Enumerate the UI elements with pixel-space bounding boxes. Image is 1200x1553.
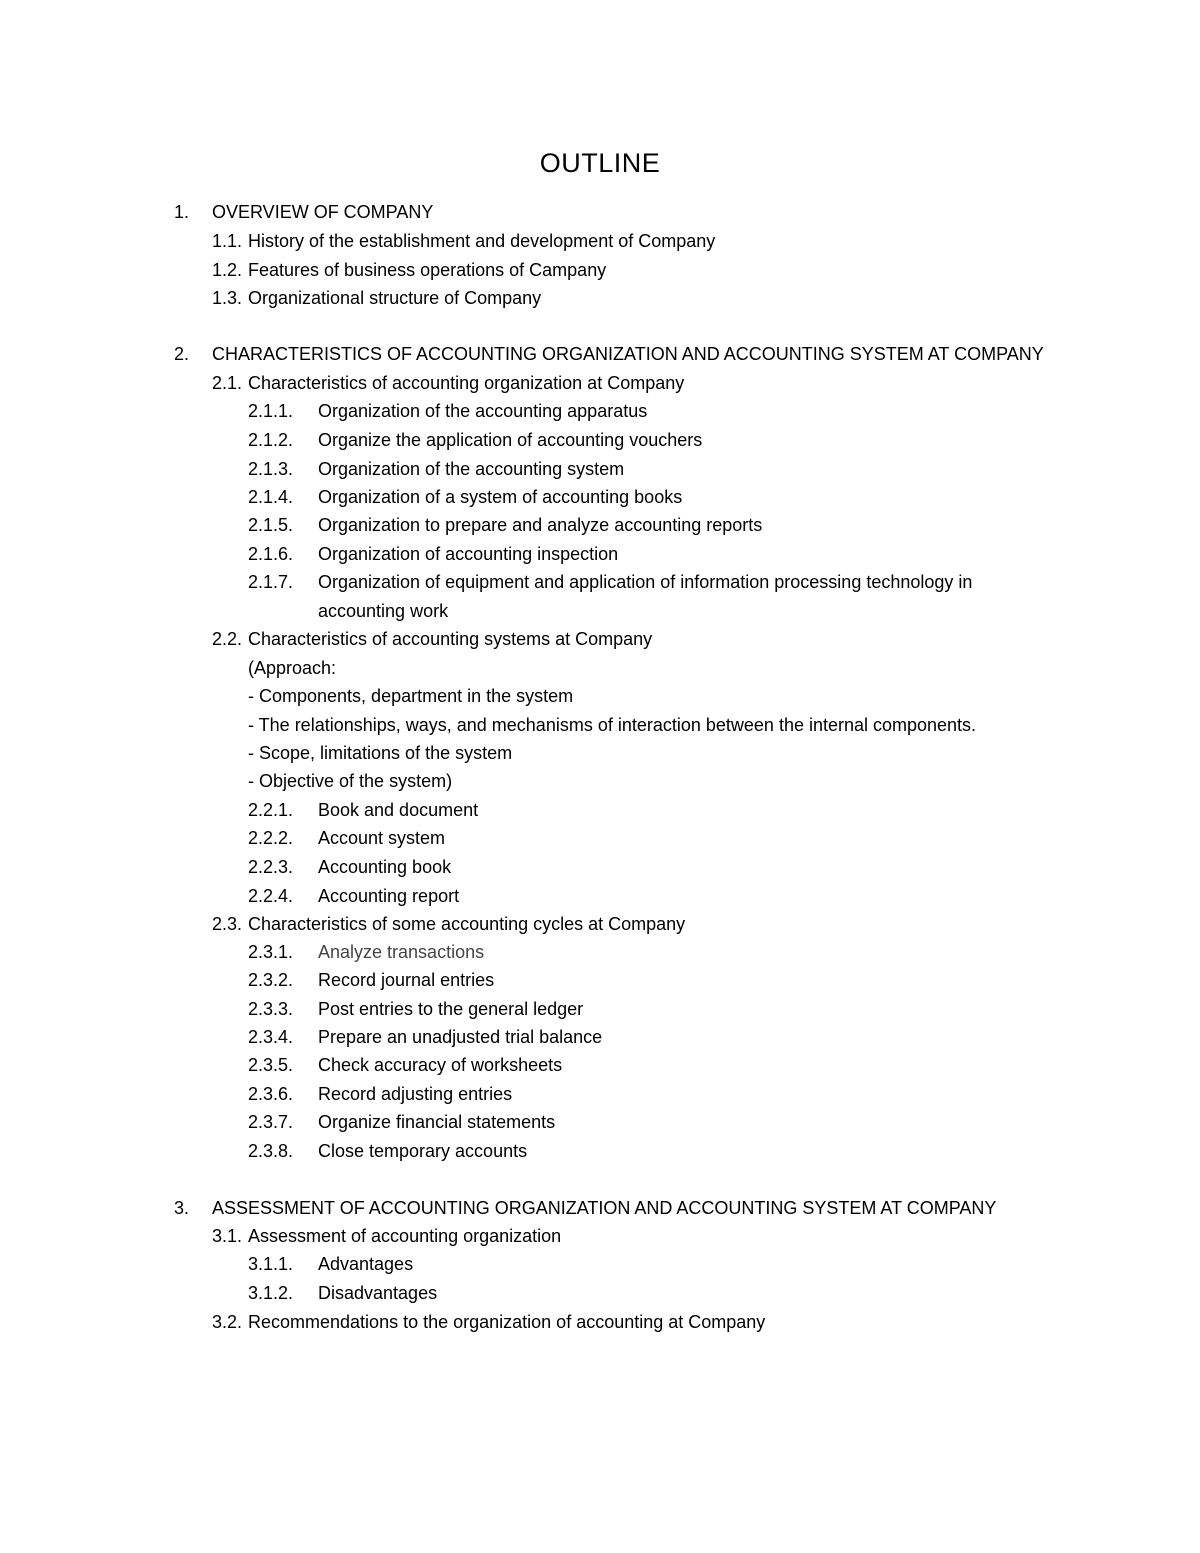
- subitem-text: Organization of a system of accounting books: [318, 487, 683, 507]
- approach-text: - The relationships, ways, and mechanisms of interaction between the internal components.: [248, 715, 977, 735]
- subitem-text: Record journal entries: [318, 970, 495, 990]
- subitem-text: Disadvantages: [318, 1283, 438, 1303]
- subitem-text: Accounting book: [318, 857, 452, 877]
- approach-text: - Objective of the system): [248, 771, 453, 791]
- subitem-number: 2.1.5.: [248, 515, 294, 535]
- item-text: Features of business operations of Campany: [248, 260, 607, 280]
- item-number: 3.2.: [212, 1312, 243, 1332]
- subitem-number: 2.3.6.: [248, 1084, 294, 1104]
- subitem-text: Organization of equipment and application of information processing technology in: [318, 572, 973, 592]
- subitem-text: Prepare an unadjusted trial balance: [318, 1027, 603, 1047]
- section-number: 3.: [174, 1198, 190, 1218]
- subitem-number: 2.1.7.: [248, 572, 294, 592]
- item-text: Organizational structure of Company: [248, 288, 542, 308]
- section-number: 1.: [174, 202, 190, 222]
- item-number: 1.1.: [212, 231, 243, 251]
- subitem-number: 2.3.2.: [248, 970, 294, 990]
- subitem-number: 2.3.3.: [248, 999, 294, 1019]
- subitem-number: 2.3.5.: [248, 1055, 294, 1075]
- subitem-number: 2.2.4.: [248, 886, 294, 906]
- item-text: Characteristics of accounting organization at Company: [248, 373, 685, 393]
- subitem-number: 2.1.1.: [248, 401, 294, 421]
- section-title: ASSESSMENT OF ACCOUNTING ORGANIZATION AND ACCOUNTING SYSTEM AT COMPANY: [212, 1198, 997, 1218]
- subitem-number: 2.2.1.: [248, 800, 294, 820]
- subitem-number: 2.2.2.: [248, 828, 294, 848]
- section-title: OVERVIEW OF COMPANY: [212, 202, 434, 222]
- item-number: 3.1.: [212, 1226, 243, 1246]
- item-text: History of the establishment and development of Company: [248, 231, 716, 251]
- subitem-number: 2.3.1.: [248, 942, 294, 962]
- subitem-text-continuation: accounting work: [318, 601, 449, 621]
- item-text: Characteristics of accounting systems at Company: [248, 629, 653, 649]
- item-number: 1.2.: [212, 260, 243, 280]
- approach-text: - Scope, limitations of the system: [248, 743, 513, 763]
- subitem-text: Accounting report: [318, 886, 460, 906]
- subitem-text: Advantages: [318, 1254, 414, 1274]
- subitem-text: Record adjusting entries: [318, 1084, 513, 1104]
- item-text: Assessment of accounting organization: [248, 1226, 562, 1246]
- section-number: 2.: [174, 344, 190, 364]
- item-number: 2.2.: [212, 629, 243, 649]
- subitem-number: 2.1.6.: [248, 544, 294, 564]
- page-title: OUTLINE: [539, 148, 661, 178]
- subitem-number: 3.1.1.: [248, 1254, 294, 1274]
- item-text: Characteristics of some accounting cycles at Company: [248, 914, 686, 934]
- item-number: 2.1.: [212, 373, 243, 393]
- subitem-text: Analyze transactions: [318, 942, 485, 962]
- subitem-number: 3.1.2.: [248, 1283, 294, 1303]
- subitem-text: Book and document: [318, 800, 479, 820]
- subitem-text: Organization of accounting inspection: [318, 544, 619, 564]
- item-number: 2.3.: [212, 914, 243, 934]
- subitem-text: Account system: [318, 828, 446, 848]
- item-text: Recommendations to the organization of accounting at Company: [248, 1312, 766, 1332]
- subitem-text: Organize financial statements: [318, 1112, 556, 1132]
- subitem-number: 2.1.3.: [248, 459, 294, 479]
- subitem-text: Organization of the accounting system: [318, 459, 625, 479]
- section-title: CHARACTERISTICS OF ACCOUNTING ORGANIZATION AND ACCOUNTING SYSTEM AT COMPANY: [212, 344, 1044, 364]
- subitem-text: Organize the application of accounting vouchers: [318, 430, 703, 450]
- approach-text: - Components, department in the system: [248, 686, 574, 706]
- approach-text: (Approach:: [248, 658, 337, 678]
- subitem-number: 2.3.7.: [248, 1112, 294, 1132]
- subitem-text: Organization of the accounting apparatus: [318, 401, 648, 421]
- subitem-number: 2.1.2.: [248, 430, 294, 450]
- subitem-text: Post entries to the general ledger: [318, 999, 584, 1019]
- subitem-number: 2.3.8.: [248, 1141, 294, 1161]
- subitem-number: 2.3.4.: [248, 1027, 294, 1047]
- subitem-number: 2.2.3.: [248, 857, 294, 877]
- subitem-text: Close temporary accounts: [318, 1141, 528, 1161]
- item-number: 1.3.: [212, 288, 243, 308]
- subitem-text: Organization to prepare and analyze accounting reports: [318, 515, 763, 535]
- subitem-text: Check accuracy of worksheets: [318, 1055, 563, 1075]
- subitem-number: 2.1.4.: [248, 487, 294, 507]
